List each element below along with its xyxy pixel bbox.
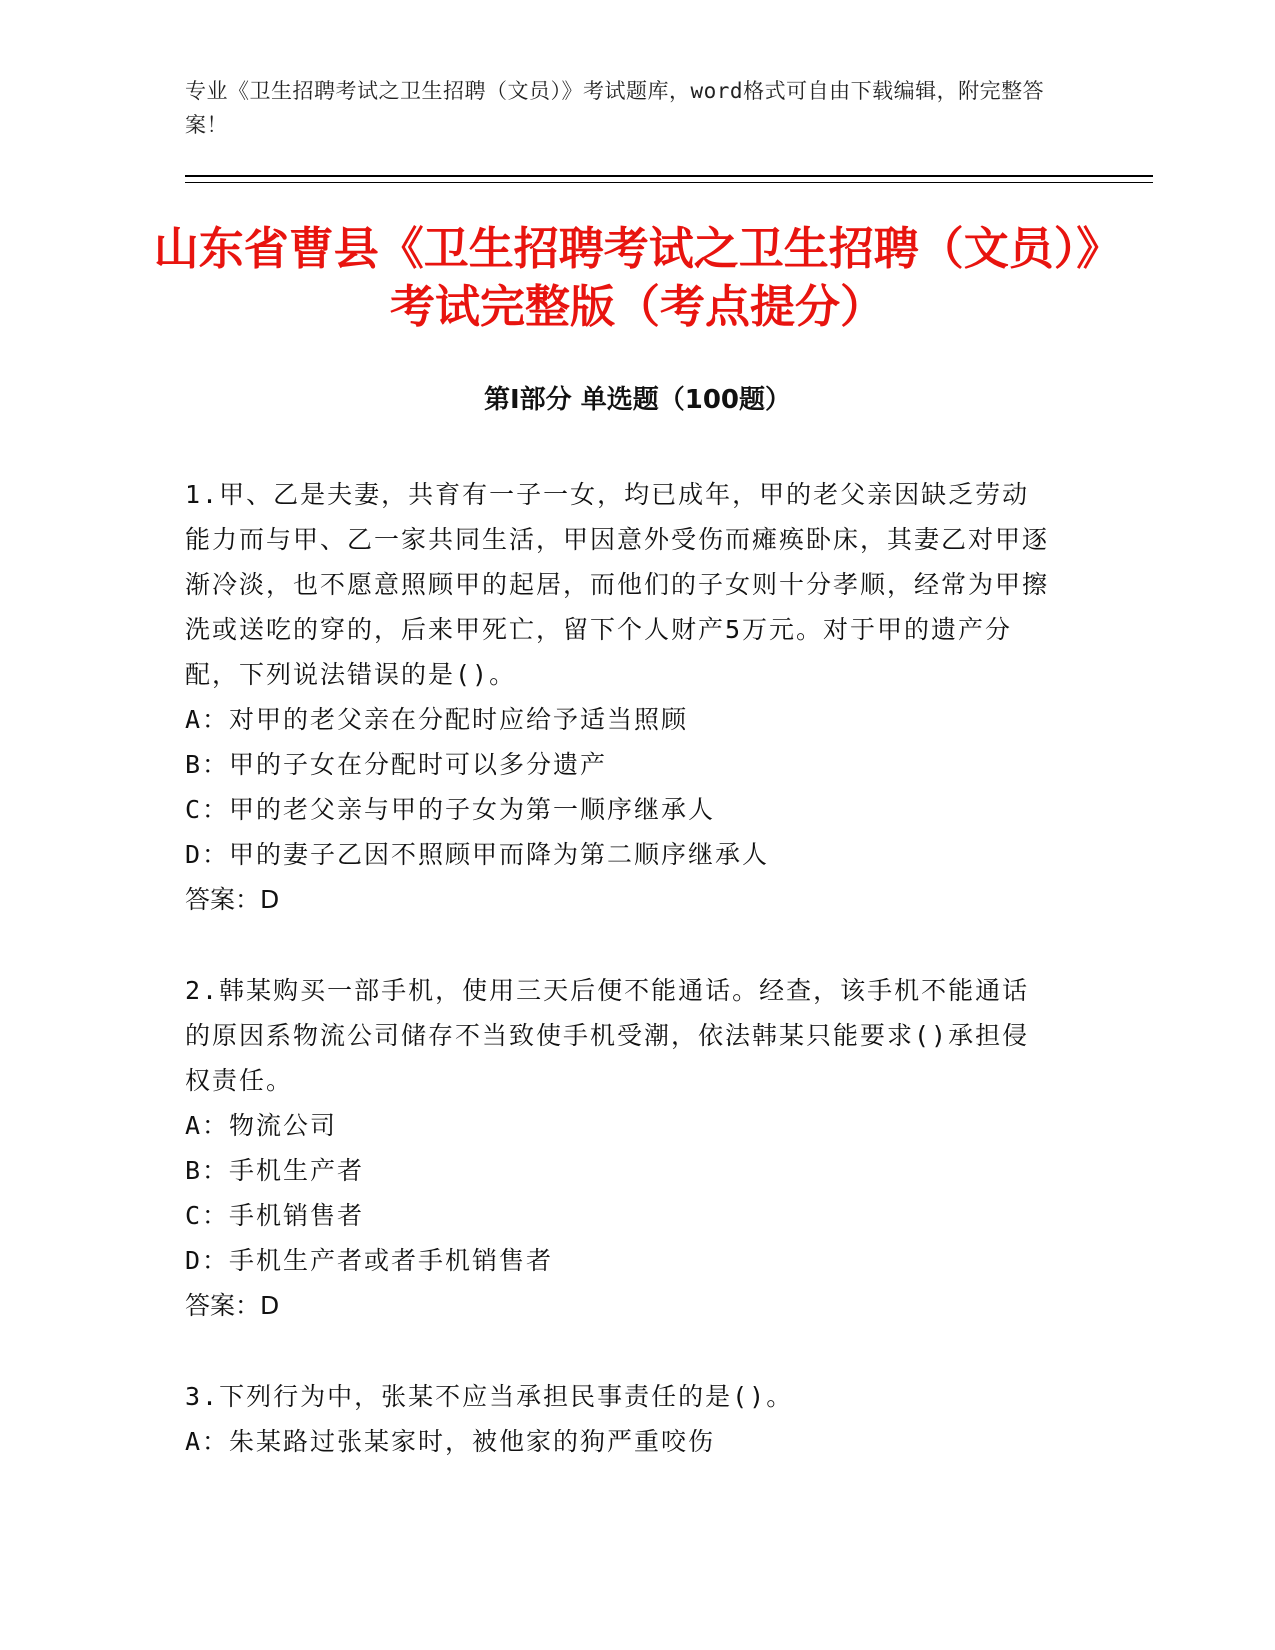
question-list [185,472,1055,1510]
option-a: A：物流公司 [185,1111,338,1140]
answer-line: 答案：D [185,885,280,914]
option-a: A：对甲的老父亲在分配时应给予适当照顾 [185,705,689,734]
option-c: C：甲的老父亲与甲的子女为第一顺序继承人 [185,795,716,824]
question-stem: 3.下列行为中，张某不应当承担民事责任的是()。 [185,1382,794,1411]
header-note: 专业《卫生招聘考试之卫生招聘（文员）》考试题库，word格式可自由下载编辑，附完整答案！ [185,79,1045,137]
header-rule-thin [185,182,1153,183]
question-stem: 1.甲、乙是夫妻，共育有一子一女，均已成年，甲的老父亲因缺乏劳动能力而与甲、乙一家共同生活，甲因意外受伤而瘫痪卧床，其妻乙对甲逐渐冷淡，也不愿意照顾甲的起居，而他们的子女则十分孝顺，经常为甲擦洗或送吃的穿的，后来甲死亡，留下个人财产5万元。对于甲的遗产分配，下列说法错误的是()。 [185,480,1050,689]
question-3 [185,1374,1055,1464]
question-2 [185,968,1055,1328]
header-rule-thick [185,175,1153,177]
option-b: B：甲的子女在分配时可以多分遗产 [185,750,608,779]
option-b: B：手机生产者 [185,1156,365,1185]
question-1 [185,472,1055,922]
option-d: D：甲的妻子乙因不照顾甲而降为第二顺序继承人 [185,840,770,869]
section-heading: 第Ⅰ部分 单选题（100题） [484,385,791,415]
option-c: C：手机销售者 [185,1201,365,1230]
option-a: A：朱某路过张某家时，被他家的狗严重咬伤 [185,1427,716,1456]
document-title: 山东省曹县《卫生招聘考试之卫生招聘（文员）》考试完整版（考点提分） [153,222,1122,333]
answer-line: 答案：D [185,1291,280,1320]
question-stem: 2.韩某购买一部手机，使用三天后便不能通话。经查，该手机不能通话的原因系物流公司储存不当致使手机受潮，依法韩某只能要求()承担侵权责任。 [185,976,1030,1095]
option-d: D：手机生产者或者手机销售者 [185,1246,554,1275]
